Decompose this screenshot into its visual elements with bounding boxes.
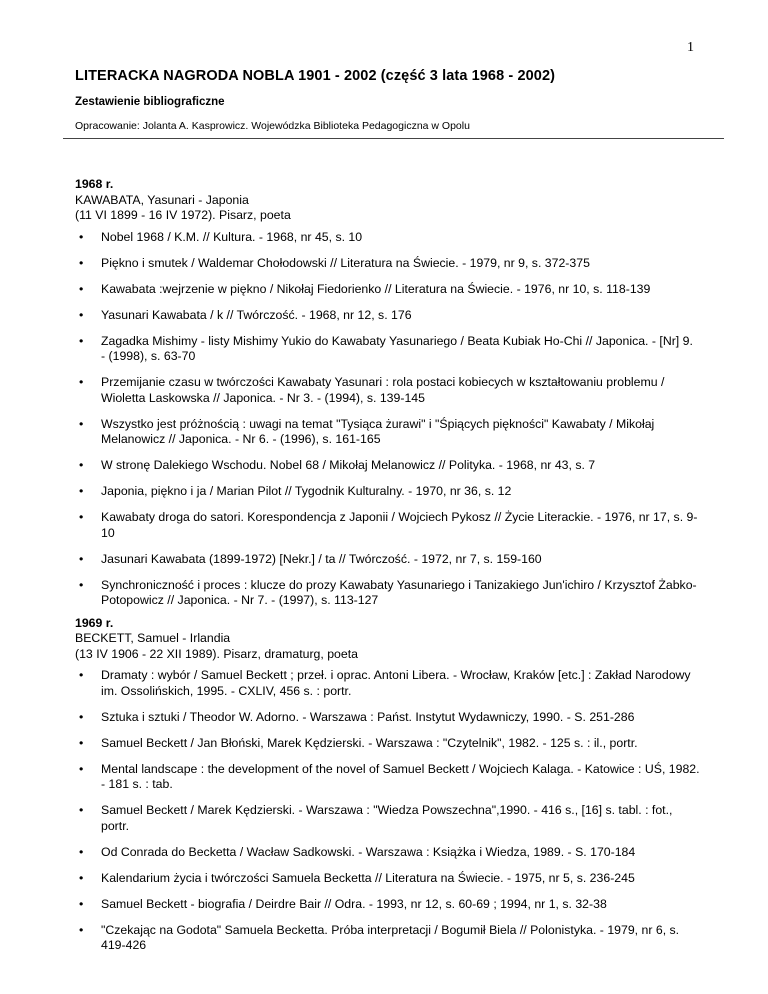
bullet-icon: •: [79, 668, 84, 682]
bibliography-entry: [75, 375, 700, 406]
bibliography-entry: [75, 458, 700, 474]
entry-text: Zagadka Mishimy - listy Mishimy Yukio do Kawabaty Yasunariego / Beata Kubiak Ho-Chi // Japonica. - [Nr] 9. - (1998), s. 63-70: [101, 333, 693, 363]
bullet-icon: •: [79, 922, 84, 937]
bullet-icon: •: [79, 375, 84, 389]
bullet-icon: •: [79, 803, 84, 817]
bullet-icon: •: [79, 551, 84, 566]
entry-list: [75, 230, 700, 609]
bullet-icon: •: [79, 735, 84, 750]
bibliography-entry: [75, 417, 700, 448]
bibliography-entry: [75, 578, 700, 609]
bibliography-entry: [75, 736, 700, 752]
section-year: 1968 r.: [75, 177, 114, 191]
bibliography-content: [75, 177, 700, 961]
bibliography-entry: [75, 484, 700, 500]
bibliography-entry: [75, 510, 700, 541]
bibliography-entry: [75, 668, 700, 699]
bullet-icon: •: [79, 870, 84, 885]
author-line: Opracowanie: Jolanta A. Kasprowicz. Wojewódzka Biblioteka Pedagogiczna w Opolu: [75, 120, 470, 132]
entry-text: Wszystko jest próżnością : uwagi na temat "Tysiąca żurawi" i "Śpiących piękności" Kawabaty / Mikołaj Melanowicz // Japonica. - Nr 6. - (1996), s. 161-165: [101, 416, 655, 446]
entry-text: Kawabata :wejrzenie w piękno / Nikołaj Fiedorienko // Literatura na Świecie. - 1976, nr 10, s. 118-139: [101, 281, 651, 296]
entry-text: Synchroniczność i proces : klucze do prozy Kawabaty Yasunariego i Tanizakiego Jun'ichiro / Krzysztof Żabko-Potopowicz // Japonica. - Nr 7. - (1997), s. 113-127: [101, 577, 697, 607]
bullet-icon: •: [79, 510, 84, 524]
bullet-icon: •: [79, 896, 84, 911]
bullet-icon: •: [79, 307, 84, 322]
bullet-icon: •: [79, 333, 84, 348]
bullet-icon: •: [79, 458, 84, 472]
section-year: 1969 r.: [75, 615, 114, 630]
laureate-bio: (13 IV 1906 - 22 XII 1989). Pisarz, dramaturg, poeta: [75, 646, 358, 661]
bibliography-entry: [75, 256, 700, 272]
bullet-icon: •: [79, 281, 84, 296]
bibliography-entry: [75, 308, 700, 324]
entry-text: Kalendarium życia i twórczości Samuela Becketta // Literatura na Świecie. - 1975, nr 5, s. 236-245: [101, 870, 635, 885]
entry-text: Samuel Beckett / Marek Kędzierski. - Warszawa : "Wiedza Powszechna",1990. - 416 s., [16] s. tabl. : fot., portr.: [101, 803, 673, 833]
entry-text: "Czekając na Godota" Samuela Becketta. Próba interpretacji / Bogumił Biela // Polonistyka. - 1979, nr 6, s. 419-426: [101, 922, 680, 952]
entry-text: Samuel Beckett - biografia / Deirdre Bair // Odra. - 1993, nr 12, s. 60-69 ; 1994, nr 1, s. 32-38: [101, 896, 607, 911]
entry-text: Przemijanie czasu w twórczości Kawabaty Yasunari : rola postaci kobiecych w kształtowaniu problemu / Wioletta Laskowska // Japonica. - Nr 3. - (1994), s. 139-145: [101, 375, 665, 405]
document-subtitle: Zestawienie bibliograficzne: [75, 96, 225, 108]
bullet-icon: •: [79, 577, 84, 592]
bibliography-entry: [75, 845, 700, 861]
bibliography-entry: [75, 334, 700, 365]
section-1968: [75, 177, 700, 609]
entry-text: Dramaty : wybór / Samuel Beckett ; przeł. i oprac. Antoni Libera. - Wrocław, Kraków [etc.] : Zakład Narodowy im. Ossolińskich, 1995. - CXLIV, 456 s. : portr.: [101, 668, 691, 698]
laureate-bio: (11 VI 1899 - 16 IV 1972). Pisarz, poeta: [75, 208, 291, 222]
section-1969: [75, 616, 700, 954]
bibliography-entry: [75, 897, 700, 913]
bullet-icon: •: [79, 844, 84, 859]
bullet-icon: •: [79, 761, 84, 776]
bibliography-entry: [75, 552, 700, 568]
laureate-name: BECKETT, Samuel - Irlandia: [75, 631, 231, 645]
bibliography-entry: [75, 282, 700, 298]
entry-text: Nobel 1968 / K.M. // Kultura. - 1968, nr 45, s. 10: [101, 229, 363, 244]
entry-text: Jasunari Kawabata (1899-1972) [Nekr.] / ta // Twórczość. - 1972, nr 7, s. 159-160: [101, 551, 542, 566]
bibliography-entry: [75, 762, 700, 793]
header-divider: [63, 138, 724, 139]
laureate-name: KAWABATA, Yasunari - Japonia: [75, 192, 249, 207]
bibliography-entry: [75, 230, 700, 246]
bibliography-entry: [75, 803, 700, 834]
entry-list: [75, 668, 700, 954]
bibliography-entry: [75, 710, 700, 726]
bibliography-entry: [75, 923, 700, 954]
entry-text: Piękno i smutek / Waldemar Chołodowski // Literatura na Świecie. - 1979, nr 9, s. 372-375: [101, 255, 590, 270]
bullet-icon: •: [79, 709, 84, 724]
entry-text: W stronę Dalekiego Wschodu. Nobel 68 / Mikołaj Melanowicz // Polityka. - 1968, nr 43, s. 7: [101, 458, 596, 472]
bullet-icon: •: [79, 229, 84, 244]
document-header: [75, 68, 695, 132]
page-number: 1: [687, 40, 694, 55]
entry-text: Sztuka i sztuki / Theodor W. Adorno. - Warszawa : Państ. Instytut Wydawniczy, 1990. - S. 251-286: [101, 709, 635, 724]
entry-text: Kawabaty droga do satori. Korespondencja z Japonii / Wojciech Pykosz // Życie Literackie. - 1976, nr 17, s. 9-10: [101, 510, 698, 540]
entry-text: Od Conrada do Becketta / Wacław Sadkowski. - Warszawa : Książka i Wiedza, 1989. - S. 170-184: [101, 844, 636, 859]
bibliography-entry: [75, 871, 700, 887]
bullet-icon: •: [79, 255, 84, 270]
document-title: LITERACKA NAGRODA NOBLA 1901 - 2002 (część 3 lata 1968 - 2002): [75, 68, 556, 84]
entry-text: Yasunari Kawabata / k // Twórczość. - 1968, nr 12, s. 176: [101, 307, 412, 322]
entry-text: Mental landscape : the development of the novel of Samuel Beckett / Wojciech Kalaga. - Katowice : UŚ, 1982. - 181 s. : tab.: [101, 761, 700, 791]
entry-text: Japonia, piękno i ja / Marian Pilot // Tygodnik Kulturalny. - 1970, nr 36, s. 12: [101, 484, 512, 498]
bullet-icon: •: [79, 484, 84, 498]
bullet-icon: •: [79, 416, 84, 431]
entry-text: Samuel Beckett / Jan Błoński, Marek Kędzierski. - Warszawa : "Czytelnik", 1982. - 125 s. : il., portr.: [101, 735, 638, 750]
